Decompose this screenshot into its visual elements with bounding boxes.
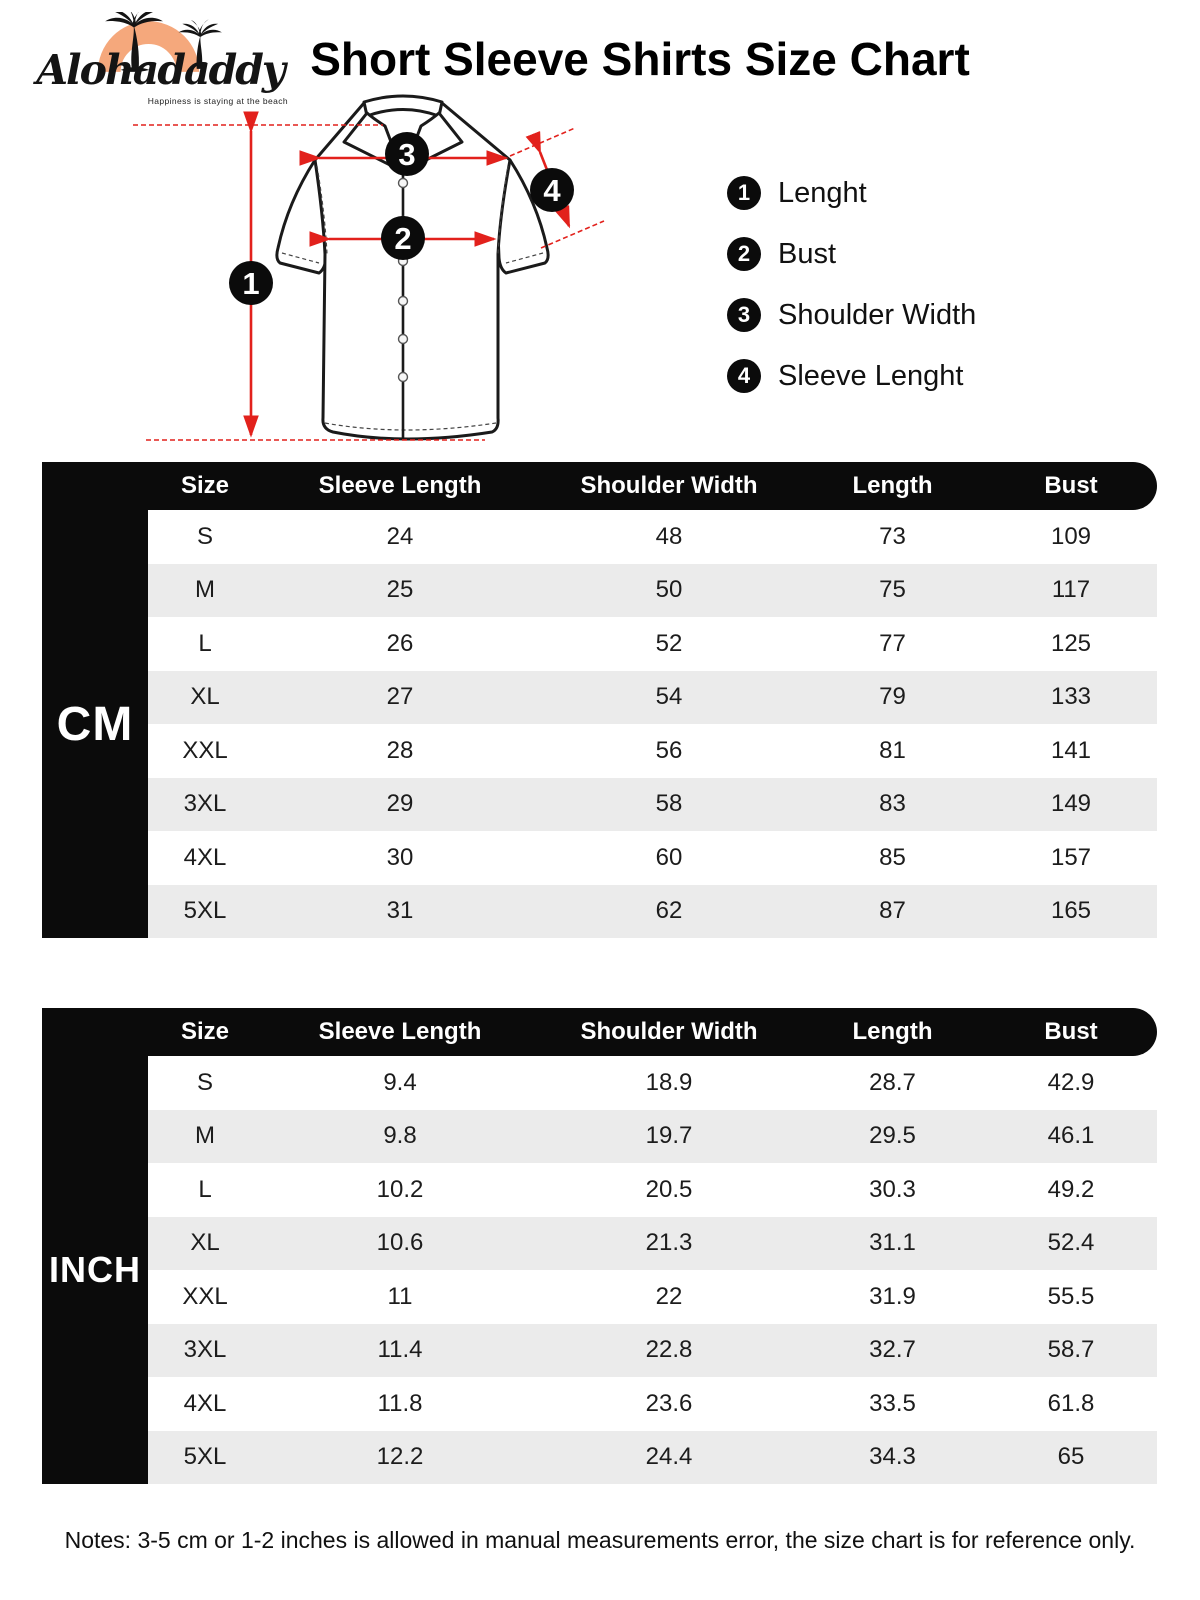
table-row xyxy=(148,671,1157,725)
size-cell: 3XL xyxy=(183,790,227,818)
measure-cell: 22 xyxy=(655,1282,683,1310)
measure-cell: 11.4 xyxy=(377,1336,423,1364)
legend-item-bust xyxy=(727,237,976,271)
measure-cell: 30 xyxy=(386,843,414,871)
measure-cell: 29.5 xyxy=(869,1122,916,1150)
measure-cell: 31.1 xyxy=(869,1229,916,1257)
measure-cell: 77 xyxy=(879,629,906,657)
measure-cell: 23.6 xyxy=(645,1389,693,1417)
col-length: Length xyxy=(852,1018,933,1045)
rows-inch xyxy=(148,1056,1157,1484)
measure-cell: 141 xyxy=(1050,736,1092,764)
table-row xyxy=(148,1431,1157,1485)
unit-label-inch: INCH xyxy=(42,1056,148,1484)
measure-cell: 46.1 xyxy=(1047,1122,1095,1150)
measure-cell: 79 xyxy=(879,683,906,711)
size-cell: 5XL xyxy=(183,1443,227,1471)
measure-cell: 25 xyxy=(386,576,414,604)
table-row xyxy=(148,1324,1157,1378)
size-cell: L xyxy=(198,629,212,657)
legend-label: Sleeve Lenght xyxy=(778,359,964,392)
size-cell: M xyxy=(195,576,215,604)
table-row xyxy=(148,617,1157,671)
footer-note: Notes: 3-5 cm or 1-2 inches is allowed in manual measurements error, the size chart is for reference only. xyxy=(64,1527,1136,1553)
measure-cell: 61.8 xyxy=(1047,1389,1095,1417)
measure-cell: 9.4 xyxy=(383,1068,417,1096)
size-cell: XL xyxy=(190,683,220,711)
table-body-inch xyxy=(42,1056,1157,1484)
measure-cell: 32.7 xyxy=(869,1336,916,1364)
measure-cell: 60 xyxy=(655,843,683,871)
legend-item-shoulder-width xyxy=(727,298,976,332)
table-body-cm xyxy=(42,510,1157,938)
size-table-cm xyxy=(42,462,1157,938)
size-cell: M xyxy=(195,1122,215,1150)
brand-name: Alohadaddy xyxy=(36,46,284,94)
measure-cell: 56 xyxy=(655,736,683,764)
size-cell: 4XL xyxy=(183,843,227,871)
measure-cell: 10.2 xyxy=(376,1175,424,1203)
measure-cell: 85 xyxy=(879,843,906,871)
table-row xyxy=(148,831,1157,885)
col-size: Size xyxy=(180,1018,230,1045)
measure-cell: 29 xyxy=(386,790,414,818)
measure-cell: 165 xyxy=(1050,897,1092,925)
measure-cell: 65 xyxy=(1057,1443,1085,1471)
measure-cell: 30.3 xyxy=(869,1175,916,1203)
measure-cell: 54 xyxy=(655,683,683,711)
measure-cell: 12.2 xyxy=(376,1443,424,1471)
measure-cell: 11 xyxy=(387,1282,413,1310)
measure-cell: 22.8 xyxy=(645,1336,693,1364)
legend-label: Bust xyxy=(778,237,837,270)
measurement-legend xyxy=(727,176,976,393)
measure-cell: 52.4 xyxy=(1047,1229,1095,1257)
table-row xyxy=(148,1110,1157,1164)
badge-2: 2 xyxy=(394,221,412,256)
shirt-measurement-diagram xyxy=(118,86,628,463)
table-header-cm xyxy=(42,462,1157,510)
size-table-inch xyxy=(42,1008,1157,1484)
table-row xyxy=(148,1163,1157,1217)
legend-label: Lenght xyxy=(778,176,867,209)
measure-cell: 24 xyxy=(386,522,414,550)
measure-cell: 125 xyxy=(1050,629,1092,657)
brand-tagline: Happiness is staying at the beach xyxy=(147,96,288,106)
col-sleeve-length: Sleeve Length xyxy=(318,472,482,499)
measure-cell: 49.2 xyxy=(1047,1175,1095,1203)
unit-label-cm: CM xyxy=(42,510,148,938)
shirt-diagram-svg xyxy=(118,86,628,458)
measure-cell: 18.9 xyxy=(645,1068,693,1096)
measure-cell: 50 xyxy=(655,576,683,604)
badge-4: 4 xyxy=(543,173,561,208)
measure-cell: 133 xyxy=(1050,683,1092,711)
measure-cell: 24.4 xyxy=(645,1443,693,1471)
col-sleeve-length: Sleeve Length xyxy=(318,1018,482,1045)
measure-cell: 34.3 xyxy=(869,1443,916,1471)
measure-cell: 58 xyxy=(655,790,683,818)
measure-cell: 81 xyxy=(879,736,906,764)
measure-cell: 83 xyxy=(879,790,906,818)
measure-cell: 75 xyxy=(879,576,906,604)
measure-cell: 62 xyxy=(655,897,683,925)
col-bust: Bust xyxy=(1044,1018,1098,1045)
measure-cell: 157 xyxy=(1050,843,1092,871)
legend-num-4-icon: 4 xyxy=(727,359,761,393)
legend-num-3-icon: 3 xyxy=(727,298,761,332)
measure-cell: 28 xyxy=(386,736,414,764)
size-cell: XXL xyxy=(182,1282,228,1310)
measure-cell: 9.8 xyxy=(383,1122,417,1150)
measure-cell: 21.3 xyxy=(645,1229,693,1257)
measure-cell: 117 xyxy=(1051,576,1091,604)
measure-cell: 73 xyxy=(879,522,906,550)
col-bust: Bust xyxy=(1044,472,1098,499)
size-cell: 4XL xyxy=(183,1389,227,1417)
size-cell: L xyxy=(198,1175,212,1203)
measure-cell: 20.5 xyxy=(645,1175,693,1203)
col-shoulder-width: Shoulder Width xyxy=(580,472,758,499)
table-row xyxy=(148,564,1157,618)
measure-cell: 149 xyxy=(1050,790,1092,818)
size-cell: 3XL xyxy=(183,1336,227,1364)
measure-cell: 19.7 xyxy=(645,1122,693,1150)
table-row xyxy=(148,724,1157,778)
measure-cell: 11.8 xyxy=(377,1389,423,1417)
measure-cell: 31.9 xyxy=(869,1282,916,1310)
legend-item-sleeve-length xyxy=(727,359,976,393)
legend-item-length xyxy=(727,176,976,210)
badge-1: 1 xyxy=(242,266,260,301)
measure-cell: 31 xyxy=(386,897,414,925)
table-row xyxy=(148,1217,1157,1271)
measure-cell: 52 xyxy=(655,629,683,657)
size-cell: S xyxy=(196,1068,213,1096)
size-cell: S xyxy=(196,522,213,550)
size-cell: 5XL xyxy=(183,897,227,925)
table-header-inch xyxy=(42,1008,1157,1056)
table-row xyxy=(148,1377,1157,1431)
page-title: Short Sleeve Shirts Size Chart xyxy=(310,33,970,85)
measure-cell: 87 xyxy=(879,897,906,925)
measure-cell: 42.9 xyxy=(1047,1068,1095,1096)
size-cell: XXL xyxy=(182,736,228,764)
measure-cell: 109 xyxy=(1050,522,1092,550)
measure-cell: 58.7 xyxy=(1047,1336,1095,1364)
table-row xyxy=(148,510,1157,564)
legend-label: Shoulder Width xyxy=(778,298,977,331)
measure-cell: 55.5 xyxy=(1047,1282,1095,1310)
measure-cell: 48 xyxy=(655,522,683,550)
legend-num-1-icon: 1 xyxy=(727,176,761,210)
measure-cell: 28.7 xyxy=(869,1068,916,1096)
badge-3: 3 xyxy=(398,137,416,172)
table-row xyxy=(148,1270,1157,1324)
rows-cm xyxy=(148,510,1157,938)
table-row xyxy=(148,778,1157,832)
measure-cell: 27 xyxy=(386,683,414,711)
col-shoulder-width: Shoulder Width xyxy=(580,1018,758,1045)
measure-cell: 26 xyxy=(386,629,414,657)
measure-cell: 10.6 xyxy=(376,1229,424,1257)
legend-num-2-icon: 2 xyxy=(727,237,761,271)
table-row xyxy=(148,885,1157,939)
col-size: Size xyxy=(180,472,230,499)
measure-cell: 33.5 xyxy=(869,1389,916,1417)
size-cell: XL xyxy=(190,1229,220,1257)
table-row xyxy=(148,1056,1157,1110)
col-length: Length xyxy=(852,472,933,499)
